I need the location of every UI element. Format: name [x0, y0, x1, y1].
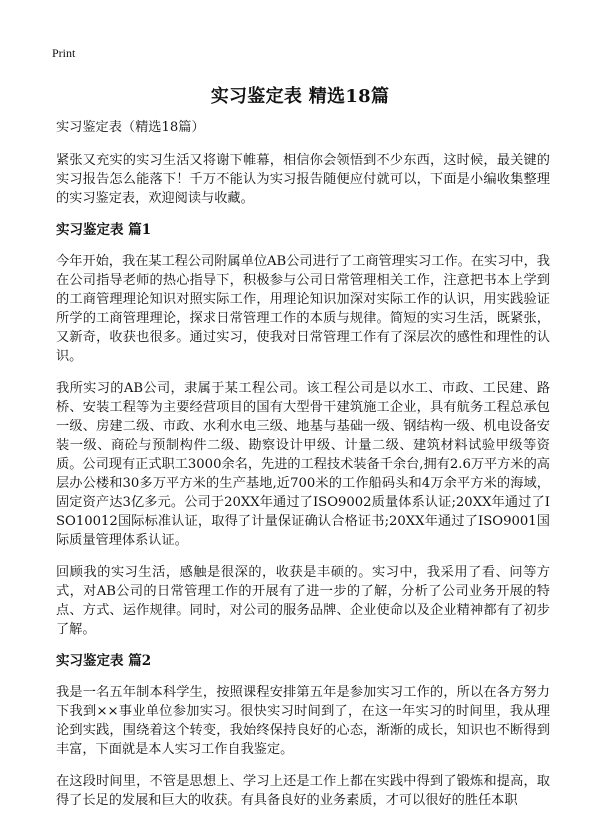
print-label[interactable]: Print [52, 46, 76, 60]
section-1-paragraph-3: 回顾我的实习生活，感触是很深的，收获是丰硕的。实习中，我采用了看、问等方式，对AB公司的日常管理工作的开展有了进一步的了解，分析了公司业务开展的特点、方式、运作规律。同时，对公司的服务品牌、企业使命以及企业精神都有了初步了解。 [56, 565, 550, 637]
document-body [56, 118, 550, 823]
document-title: 实习鉴定表 精选18篇 [210, 86, 390, 107]
section-2-paragraph-1: 我是一名五年制本科学生，按照课程安排第五年是参加实习工作的，所以在各方努力下我到××事业单位参加实习。很快实习时间到了，在这一年实习的时间里，我从理论到实践，围绕着这个转变，我始终保持良好的心态，渐渐的成长，知识也不断得到丰富，下面就是本人实习工作自我鉴定。 [56, 685, 550, 757]
intro-paragraph: 紧张又充实的实习生活又将谢下帷幕，相信你会领悟到不少东西，这时候，最关键的实习报告怎么能落下！千万不能认为实习报告随便应付就可以，下面是小编收集整理的实习鉴定表，欢迎阅读与收藏。 [56, 153, 550, 206]
section-1-paragraph-1: 今年开始，我在某工程公司附属单位AB公司进行了工商管理实习工作。在实习中，我在公司指导老师的热心指导下，积极参与公司日常管理相关工作，注意把书本上学到的工商管理理论知识对照实际工作，用理论知识加深对实际工作的认识，用实践验证所学的工商管理理论，探求日常管理工作的本质与规律。简短的实习生活，既紧张，又新奇，收获也很多。通过实习，使我对日常管理工作有了深层次的感性和理性的认识。 [56, 254, 550, 364]
section-2-paragraph-2: 在这段时间里，不管是思想上、学习上还是工作上都在实践中得到了锻炼和提高，取得了长足的发展和巨大的收获。有具备良好的业务素质，才可以很好的胜任本职 [56, 774, 550, 808]
section-heading-2: 实习鉴定表 篇2 [56, 653, 152, 669]
section-1-paragraph-2: 我所实习的AB公司，隶属于某工程公司。该工程公司是以水工、市政、工民建、路桥、安装工程等为主要经营项目的国有大型骨干建筑施工企业，具有航务工程总承包一级、房建二级、市政、水利水电三级、地基与基础一级、钢结构一级、机电设备安装一级、商砼与预制构件二级、勘察设计甲级、计量二级、建筑材料试验甲级等资质。公司现有正式职工3000余名，先进的工程技术装备千余台,拥有2.6万平方米的高层办公楼和30多万平方米的生产基地,近700米的工作船码头和4万余平方米的海域，固定资产达3亿多元。公司于20XX年通过了ISO9002质量体系认证;20XX年通过了ISO10012国际标准认证，取得了计量保证确认合格证书;20XX年通过了ISO9001国际质量管理体系认证。 [56, 381, 550, 548]
section-heading-1: 实习鉴定表 篇1 [56, 222, 152, 238]
document-subtitle: 实习鉴定表（精选18篇） [56, 120, 205, 135]
